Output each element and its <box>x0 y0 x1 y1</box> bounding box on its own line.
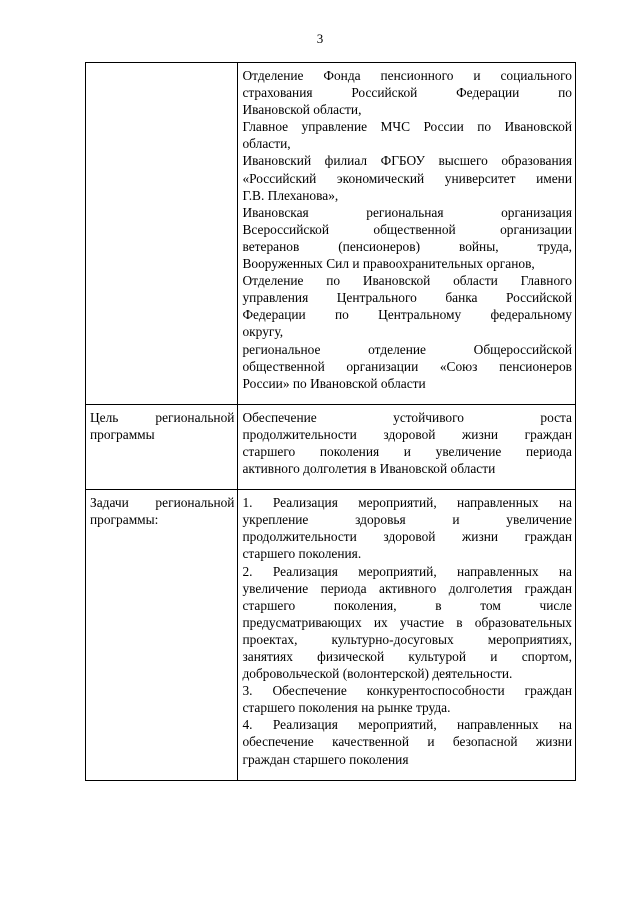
row-content-cell <box>238 63 576 405</box>
text-line: региональное отделение Общероссийской <box>242 341 572 357</box>
text-line: граждан старшего поколения <box>242 751 409 767</box>
text-line: добровольческой (волонтерской) деятельности. <box>242 666 513 682</box>
text-line: занятиях физической культурой и спортом, <box>242 649 572 664</box>
text-line: Федерации по Центральному федеральному <box>242 307 572 323</box>
text-line: продолжительности здоровой жизни граждан <box>242 426 572 442</box>
row-label-cell <box>86 63 238 405</box>
text-line: старшего поколения. <box>242 546 362 562</box>
text-line: управления Центрального банка Российской <box>242 290 572 306</box>
text-line: Г.В. Плеханова», <box>242 187 339 203</box>
text-line: активного долголетия в Ивановской области <box>242 461 496 477</box>
text-line: проектах, культурно-досуговых мероприятиях, <box>242 631 572 647</box>
row-label-cell <box>86 404 238 489</box>
text-line: общественной организации «Союз пенсионеров <box>242 358 572 374</box>
text-line: программы <box>90 426 155 442</box>
table-row-goal <box>86 404 576 489</box>
page-number: 3 <box>316 31 324 46</box>
text-line: Цель региональной <box>90 409 235 425</box>
text-line: укрепление здоровья и увеличение <box>242 512 572 528</box>
text-line: Главное управление МЧС России по Ивановской <box>242 119 572 135</box>
row-label-cell <box>86 490 238 781</box>
text-line: «Российский экономический университет имени <box>242 170 572 186</box>
text-line: 3. Обеспечение конкурентоспособности граждан <box>242 683 572 699</box>
text-line: области, <box>242 136 291 152</box>
program-passport-table <box>85 62 576 781</box>
text-line: увеличение периода активного долголетия граждан <box>242 580 572 596</box>
text-line: Отделение по Ивановской области Главного <box>242 273 572 289</box>
text-line: Ивановской области, <box>242 102 362 118</box>
row-content-cell <box>238 404 576 489</box>
text-line: Всероссийской общественной организации <box>242 221 572 237</box>
text-line: старшего поколения на рынке труда. <box>242 700 451 716</box>
text-line: Обеспечение устойчивого роста <box>242 409 572 425</box>
text-line: Ивановская региональная организация <box>242 204 572 220</box>
text-line: России» по Ивановской области <box>242 375 426 391</box>
text-line: ветеранов (пенсионеров) войны, труда, <box>242 238 572 254</box>
table-row-tasks <box>86 490 576 781</box>
text-line: Задачи региональной <box>90 495 235 511</box>
table-row-participants <box>86 63 576 405</box>
text-line: Ивановский филиал ФГБОУ высшего образования <box>242 153 572 169</box>
text-line: Вооруженных Сил и правоохранительных органов, <box>242 256 535 272</box>
text-line: программы: <box>90 512 159 528</box>
text-line: страхования Российской Федерации по <box>242 85 572 101</box>
text-line: Отделение Фонда пенсионного и социального <box>242 68 572 83</box>
text-line: старшего поколения, в том числе <box>242 597 572 613</box>
text-line: старшего поколения и увеличение периода <box>242 443 572 459</box>
text-line: продолжительности здоровой жизни граждан <box>242 529 572 545</box>
text-line: предусматривающих их участие в образовательных <box>242 614 572 630</box>
text-line: 2. Реализация мероприятий, направленных на <box>242 563 572 579</box>
text-line: 4. Реализация мероприятий, направленных на <box>242 717 572 733</box>
text-line: обеспечение качественной и безопасной жизни <box>242 734 572 750</box>
row-content-cell <box>238 490 576 781</box>
text-line: округу, <box>242 324 284 340</box>
text-line: 1. Реализация мероприятий, направленных на <box>242 495 572 511</box>
